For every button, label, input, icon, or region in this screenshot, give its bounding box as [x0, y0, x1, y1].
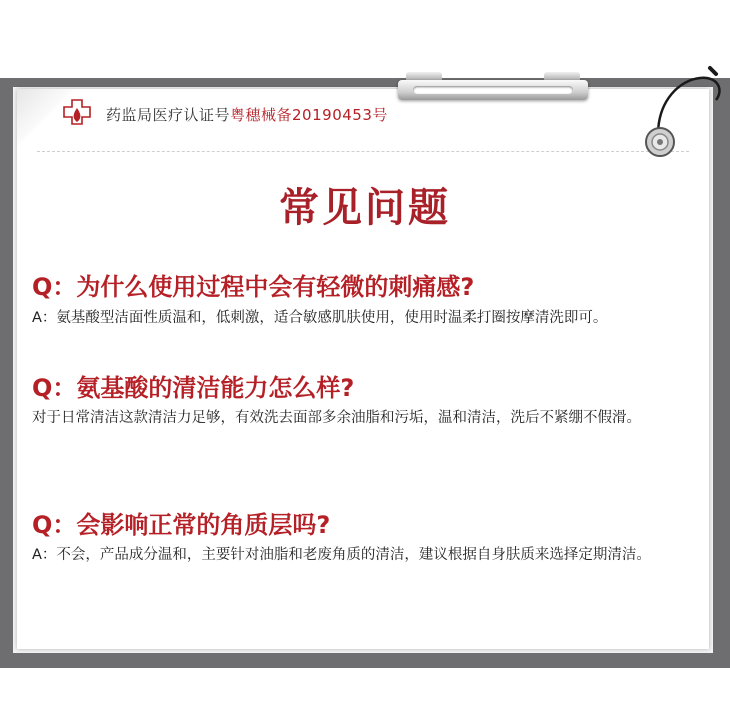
- faq-answer-1: A：氨基酸型洁面性质温和，低刺激，适合敏感肌肤使用，使用时温柔打圈按摩清洗即可。: [32, 310, 608, 326]
- page-title: 常见问题: [279, 185, 451, 231]
- faq-question-3: Q：会影响正常的角质层吗?: [32, 511, 331, 539]
- certification-text: [106, 104, 388, 125]
- stethoscope-icon: [640, 60, 730, 170]
- certification-prefix: 药监局医疗认证号: [106, 105, 231, 124]
- faq-question-2: Q：氨基酸的清洁能力怎么样?: [32, 374, 355, 402]
- faq-answer-2: 对于日常清洁这款清洁力足够，有效洗去面部多余油脂和污垢，温和清洁，洗后不紧绷不假滑。: [32, 410, 641, 426]
- faq-answer-3: A：不会，产品成分温和，主要针对油脂和老废角质的清洁，建议根据自身肤质来选择定期清洁。: [32, 547, 651, 563]
- certification-number: 粤穗械备20190453号: [230, 105, 388, 124]
- certification-line: [66, 103, 388, 125]
- clip-hole: [413, 86, 573, 94]
- faq-question-1: Q：为什么使用过程中会有轻微的刺痛感?: [32, 273, 475, 301]
- clipboard-clip-icon: [398, 72, 588, 106]
- medical-cross-logo-icon: [62, 99, 98, 129]
- header-divider: [37, 151, 689, 152]
